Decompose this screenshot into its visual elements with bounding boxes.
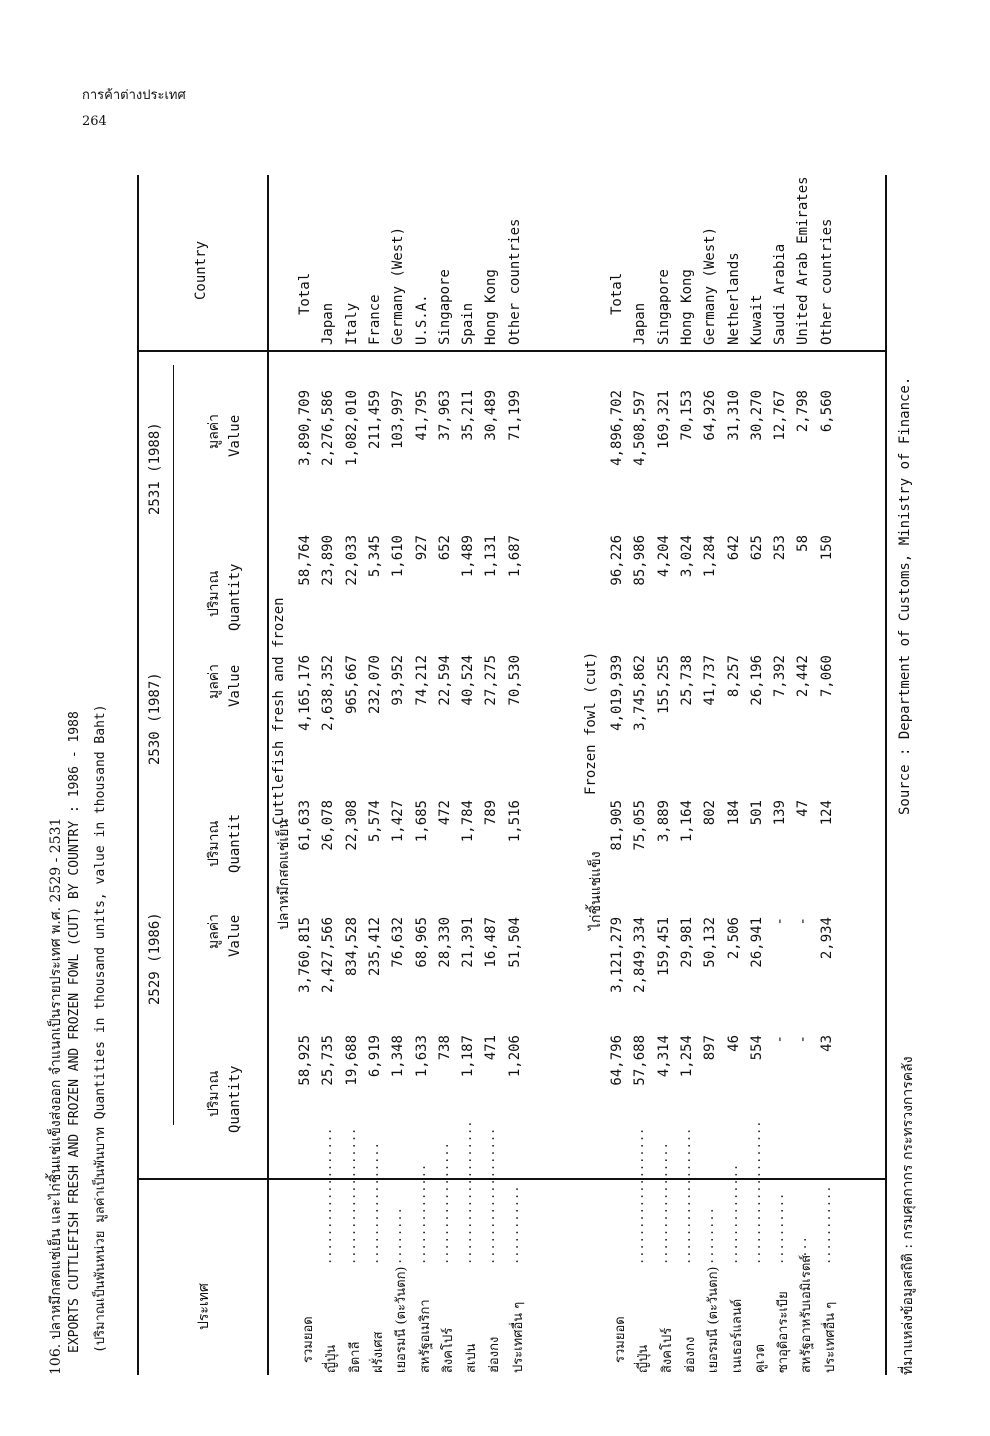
cell-value: 2,276,586 [320,390,337,466]
cell-value: 1,516 [506,800,523,843]
section-title-en: Frozen fowl (cut) [583,651,599,795]
cell-value: 25,738 [678,655,695,706]
cell-value: 64,796 [609,1035,625,1086]
cell-value: 58 [795,535,812,552]
row-label-en: Japan [320,302,337,345]
cell-value: 70,530 [506,655,523,706]
val-en-1986: Value [227,914,243,957]
cell-value: 3,745,862 [632,655,649,731]
cell-value: 57,688 [632,1035,649,1086]
cell-value: 4,204 [655,535,672,578]
row-label-th: คูเวต [752,1344,768,1373]
val-th-1986: มูลค่า [206,913,222,949]
header-bottom-rule [267,175,269,1375]
cell-value: 40,524 [460,655,477,706]
cell-value: 27,275 [483,655,500,706]
row-leader-dots: ................... [632,1127,647,1265]
cell-value: 64,926 [702,390,719,441]
qty-en-1988: Quantity [227,563,243,631]
cell-value: 41,795 [413,390,430,441]
row-leader-dots: ................... [320,1127,335,1265]
cell-value: - [795,917,812,926]
cell-value: 834,528 [343,917,360,977]
cell-value: 927 [413,535,430,561]
cell-value: 22,308 [343,800,360,851]
cell-value: 211,459 [366,390,383,450]
rotated-table [48,120,955,1375]
cell-value: 2,849,334 [632,917,649,993]
cell-value: 1,633 [413,1035,430,1078]
cell-value: 2,427,566 [320,917,337,993]
row-leader-dots: .......... [772,1192,787,1265]
row-label-th: สิงคโปร์ [659,1327,675,1373]
section-title-th: ไก่ชิ้นแช่แข็ง [588,851,604,930]
qty-th-1987: ปริมาณ [206,820,222,867]
cell-value: 58,925 [297,1035,313,1086]
left-column-rule [137,1178,887,1180]
row-leader-dots: ................. [436,1142,451,1265]
cell-value: 96,226 [609,535,625,586]
cell-value: 472 [436,800,453,826]
row-leader-dots: .............. [413,1163,428,1265]
cell-value: 2,934 [818,917,835,960]
row-label-th: ประเทศอื่น ๆ [822,1301,838,1373]
row-label-en: United Arab Emirates [795,176,812,345]
row-leader-dots: ................... [483,1127,498,1265]
cell-value: 965,667 [343,655,360,715]
cell-value: 169,321 [655,390,672,450]
row-leader-dots: ................. [366,1142,381,1265]
cell-value: 3,121,279 [609,917,625,993]
row-label-en: Saudi Arabia [772,243,789,345]
row-label-th: รวมยอด [301,1316,316,1363]
cell-value: 3,890,709 [297,390,313,466]
cell-value: 5,574 [366,800,383,843]
cell-value: 3,760,815 [297,917,313,993]
cell-value: 4,165,176 [297,655,313,731]
cell-value: 2,442 [795,655,812,698]
row-leader-dots: ........... [818,1185,833,1265]
year-underline [173,365,174,1125]
row-label-th: สหรัฐอาหรับเอมิเรตส์ [799,1254,815,1373]
cell-value: 6,919 [366,1035,383,1078]
row-label-en: France [366,294,383,345]
section-header: การค้าต่างประเทศ [82,88,186,103]
right-column-rule [137,350,887,352]
cell-value: 1,206 [506,1035,523,1078]
table-title-th: 106. ปลาหมึกสดแช่เย็น และไก่ชิ้นแช่แข็งส่งออก จำแนกเป็นรายประเทศ พ.ศ. 2529 - 2531 [48,817,64,1375]
cell-value: 1,254 [678,1035,695,1078]
row-label-en: Hong Kong [678,269,695,345]
cell-value: 26,941 [748,917,765,968]
cell-value: 625 [748,535,765,561]
cell-value: 4,314 [655,1035,672,1078]
cell-value: 1,610 [390,535,407,578]
cell-value: 50,132 [702,917,719,968]
cell-value: 8,257 [725,655,742,698]
cell-value: 139 [772,800,789,826]
row-label-en: Germany (West) [390,226,407,345]
year-1988-header: 2531 (1988) [147,422,163,515]
row-label-th: รวมยอด [613,1316,628,1363]
cell-value: 28,330 [436,917,453,968]
row-label-en: Germany (West) [702,226,719,345]
cell-value: 41,737 [702,655,719,706]
cell-value: 1,348 [390,1035,407,1078]
cell-value: 31,310 [725,390,742,441]
row-label-en: Other countries [818,218,835,345]
cell-value: 3,889 [655,800,672,843]
cell-value: 235,412 [366,917,383,977]
row-label-th: สิงคโปร์ [440,1327,456,1373]
cell-value: 93,952 [390,655,407,706]
row-label-th: สเปน [464,1343,480,1373]
cell-value: 85,986 [632,535,649,586]
cell-value: 159,451 [655,917,672,977]
cell-value: 4,896,702 [609,390,625,466]
source-en: Source : Department of Customs, Ministry of Finance. [897,376,913,815]
val-en-1988: Value [227,414,243,457]
cell-value: 26,196 [748,655,765,706]
row-label-en: Singapore [655,269,672,345]
cell-value: 35,211 [460,390,477,441]
cell-value: 1,784 [460,800,477,843]
cell-value: 51,504 [506,917,523,968]
cell-value: 738 [436,1035,453,1061]
cell-value: 47 [795,800,812,817]
row-label-th: ฮ่องกง [682,1336,698,1373]
qty-th-1988: ปริมาณ [206,570,222,617]
cell-value: 81,905 [609,800,625,851]
row-label-en: Other countries [506,218,523,345]
cell-value: 253 [772,535,789,561]
top-rule [137,175,139,1375]
row-leader-dots: .............. [725,1163,740,1265]
row-label-en: Total [297,272,313,315]
cell-value: 1,284 [702,535,719,578]
cell-value: 29,981 [678,917,695,968]
cell-value: 1,082,010 [343,390,360,466]
row-label-en: Netherlands [725,252,742,345]
cell-value: 23,890 [320,535,337,586]
row-leader-dots: ................. [655,1142,670,1265]
row-label-th: ซาอุดิอาระเบีย [776,1291,792,1373]
cell-value: 103,997 [390,390,407,450]
row-label-th: เยอรมนี (ตะวันตก) [394,1266,410,1373]
cell-value: 2,638,352 [320,655,337,731]
cell-value: 30,489 [483,390,500,441]
qty-en-1987: Quantit [227,813,243,873]
row-leader-dots: ........ [702,1207,717,1265]
row-leader-dots: .................... [748,1120,763,1265]
cell-value: 58,764 [297,535,313,586]
cell-value: 19,688 [343,1035,360,1086]
country-th-header: ประเทศ [196,1283,212,1330]
cell-value: 471 [483,1035,500,1061]
year-1986-header: 2529 (1986) [147,912,163,1005]
qty-en-1986: Quantity [227,1065,243,1133]
cell-value: 74,212 [413,655,430,706]
row-label-th: อิตาลี [347,1341,363,1373]
cell-value: 12,767 [772,390,789,441]
year-1987-header: 2530 (1987) [147,672,163,765]
row-label-th: ฝรั่งเศส [370,1331,386,1373]
cell-value: 1,687 [506,535,523,578]
cell-value: 1,131 [483,535,500,578]
cell-value: 43 [818,1035,835,1052]
row-label-en: U.S.A. [413,294,430,345]
row-label-en: Singapore [436,269,453,345]
row-label-en: Japan [632,302,649,345]
cell-value: 501 [748,800,765,826]
cell-value: 897 [702,1035,719,1061]
cell-value: 1,685 [413,800,430,843]
cell-value: 68,965 [413,917,430,968]
cell-value: 2,798 [795,390,812,433]
row-label-th: เนเธอร์แลนด์ [729,1298,745,1373]
cell-value: 75,055 [632,800,649,851]
cell-value: 6,560 [818,390,835,433]
cell-value: 652 [436,535,453,561]
row-label-th: ประเทศอื่น ๆ [510,1301,526,1373]
cell-value: 22,594 [436,655,453,706]
cell-value: 1,187 [460,1035,477,1078]
cell-value: 25,735 [320,1035,337,1086]
cell-value: - [772,917,789,926]
val-th-1987: มูลค่า [206,663,222,699]
row-label-en: Spain [460,302,477,345]
cell-value: 155,255 [655,655,672,715]
val-en-1987: Value [227,664,243,707]
cell-value: 26,078 [320,800,337,851]
cell-value: 16,487 [483,917,500,968]
qty-th-1986: ปริมาณ [206,1070,222,1117]
val-th-1988: มูลค่า [206,413,222,449]
cell-value: 642 [725,535,742,561]
table-units: (ปริมาณเป็นพันหน่วย มูลค่าเป็นพันบาท Quantities in thousand units, value in thousand Baht) [93,704,108,1353]
row-leader-dots: ........ [390,1207,405,1265]
source-th: ที่มาแหล่งข้อมูลสถิติ : กรมศุลกากร กระทรวงการคลัง [900,1056,916,1375]
cell-value: 232,070 [366,655,383,715]
row-label-th: ญี่ปุ่น [636,1344,652,1373]
row-label-en: Italy [343,302,360,345]
cell-value: 30,270 [748,390,765,441]
cell-value: 554 [748,1035,765,1061]
section-title-en: Cuttlefish fresh and frozen [271,597,287,825]
row-leader-dots: ........... [506,1185,521,1265]
bottom-rule [885,175,887,1375]
row-leader-dots: .................... [460,1120,475,1265]
cell-value: 22,033 [343,535,360,586]
cell-value: 61,633 [297,800,313,851]
row-label-en: Kuwait [748,294,765,345]
page-number: 264 [82,114,107,129]
cell-value: 4,508,597 [632,390,649,466]
row-label-th: เยอรมนี (ตะวันตก) [706,1266,722,1373]
cell-value: 7,060 [818,655,835,698]
cell-value: 3,024 [678,535,695,578]
cell-value: 71,199 [506,390,523,441]
row-leader-dots: .... [795,1236,810,1265]
row-label-th: สหรัฐอเมริกา [417,1299,433,1373]
cell-value: 1,427 [390,800,407,843]
row-label-th: ฮ่องกง [487,1336,503,1373]
cell-value: 37,963 [436,390,453,441]
country-en-header: Country [193,240,209,300]
cell-value: 70,153 [678,390,695,441]
cell-value: 1,164 [678,800,695,843]
cell-value: 150 [818,535,835,561]
cell-value: 5,345 [366,535,383,578]
cell-value: 4,019,939 [609,655,625,731]
cell-value: 184 [725,800,742,826]
section-title-th: ปลาหมึกสดแช่เย็น [276,819,292,930]
row-label-en: Total [609,272,625,315]
cell-value: - [772,1035,789,1044]
cell-value: 1,489 [460,535,477,578]
cell-value: 2,506 [725,917,742,960]
row-leader-dots: ................... [678,1127,693,1265]
table-title-en: EXPORTS CUTTLEFISH FRESH AND FROZEN AND FROZEN FOWL (CUT) BY COUNTRY : 1986 - 1988 [67,711,82,1353]
row-label-en: Hong Kong [483,269,500,345]
cell-value: 21,391 [460,917,477,968]
row-leader-dots: ................... [343,1127,358,1265]
cell-value: 46 [725,1035,742,1052]
cell-value: 76,632 [390,917,407,968]
cell-value: 802 [702,800,719,826]
cell-value: 124 [818,800,835,826]
row-label-th: ญี่ปุ่น [324,1344,340,1373]
cell-value: - [795,1035,812,1044]
cell-value: 789 [483,800,500,826]
cell-value: 7,392 [772,655,789,698]
